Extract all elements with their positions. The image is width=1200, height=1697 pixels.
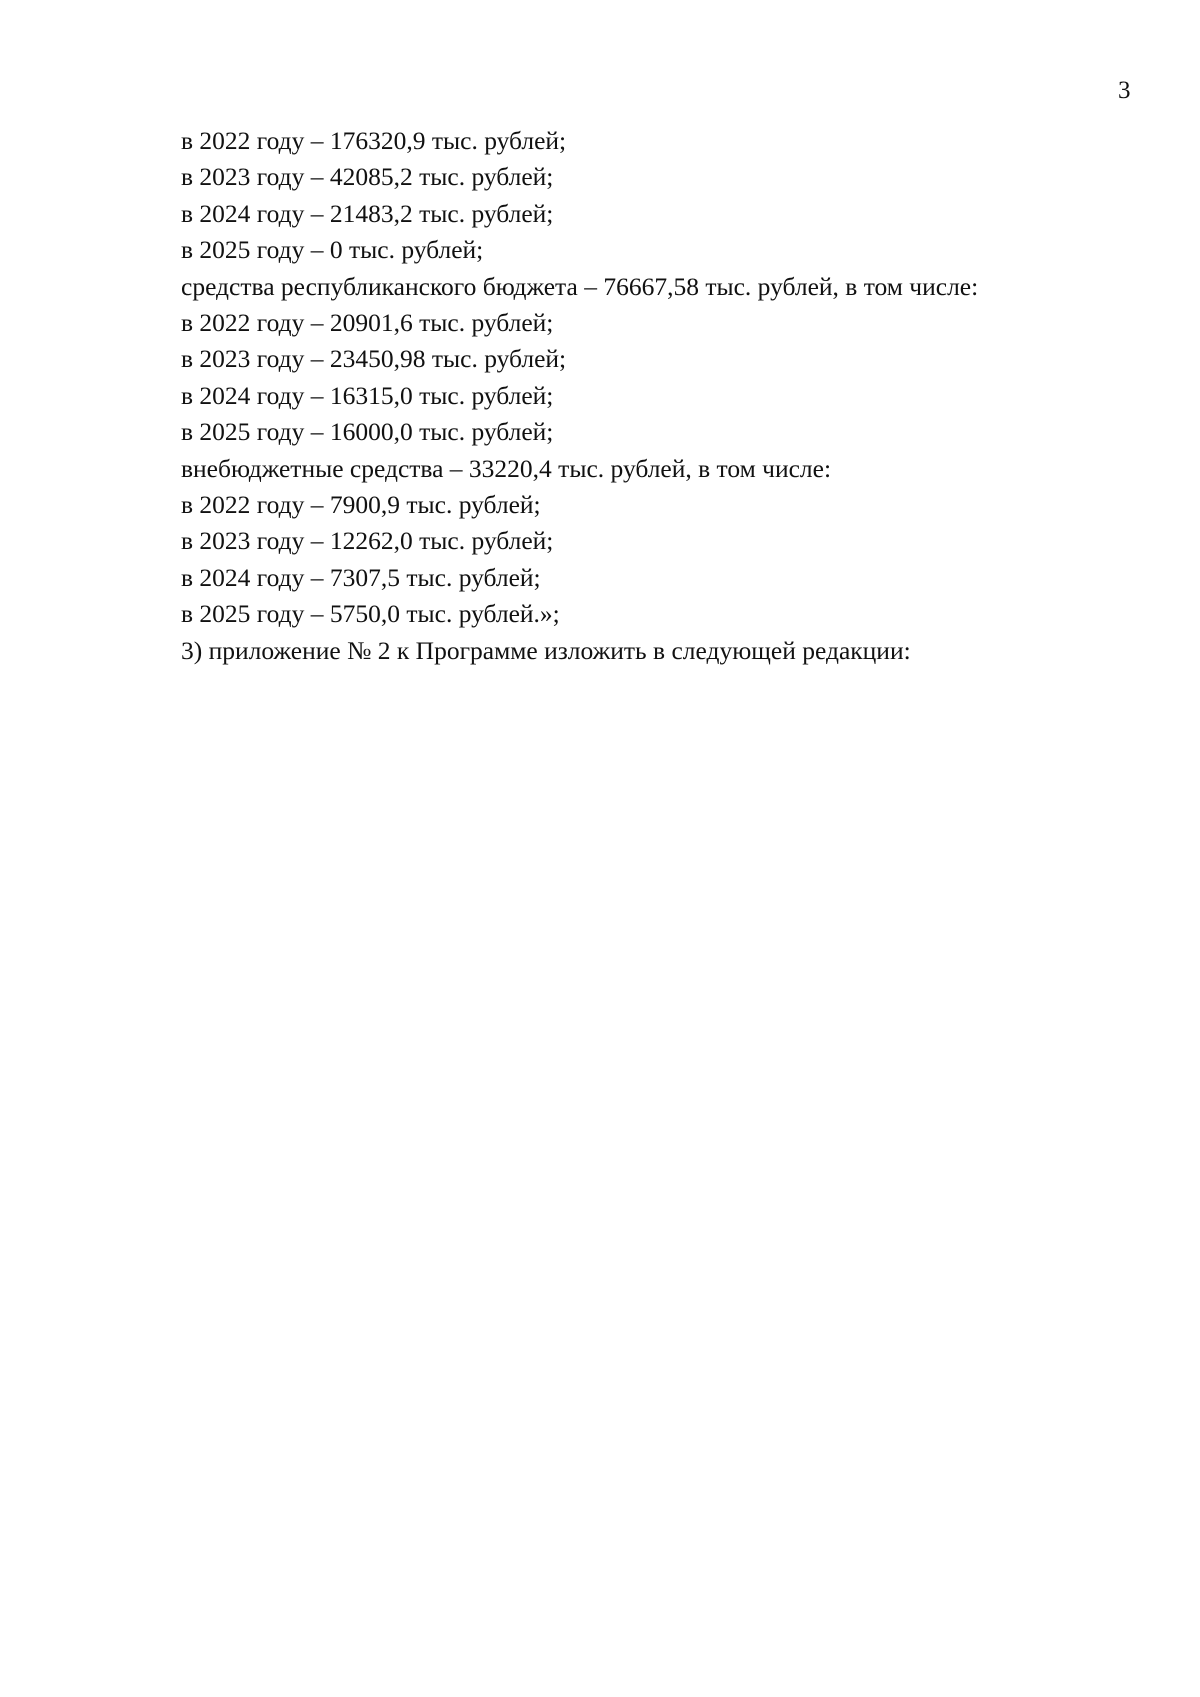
extrabudgetary-2022-line: в 2022 году – 7900,9 тыс. рублей; bbox=[181, 490, 541, 520]
page-number: 3 bbox=[1118, 77, 1131, 104]
funding-2022-line: в 2022 году – 176320,9 тыс. рублей; bbox=[181, 126, 567, 155]
funding-2023-line: в 2023 году – 42085,2 тыс. рублей; bbox=[181, 162, 554, 192]
appendix-instruction: 3) приложение № 2 к Программе изложить в следующей редакции: bbox=[181, 635, 911, 665]
extrabudgetary-2024-line: в 2024 году – 7307,5 тыс. рублей; bbox=[181, 562, 541, 592]
republican-budget-2024-line: в 2024 году – 16315,0 тыс. рублей; bbox=[181, 380, 554, 410]
republican-budget-heading: средства республиканского бюджета – 76667,58 тыс. рублей, в том числе: bbox=[181, 271, 979, 301]
funding-2025-line: в 2025 году – 0 тыс. рублей; bbox=[181, 235, 484, 265]
extrabudgetary-2023-line: в 2023 году – 12262,0 тыс. рублей; bbox=[181, 526, 554, 556]
funding-2024-line: в 2024 году – 21483,2 тыс. рублей; bbox=[181, 198, 554, 228]
republican-budget-2022-line: в 2022 году – 20901,6 тыс. рублей; bbox=[181, 308, 554, 338]
document-body bbox=[181, 123, 1161, 669]
republican-budget-2025-line: в 2025 году – 16000,0 тыс. рублей; bbox=[181, 417, 554, 447]
republican-budget-2023-line: в 2023 году – 23450,98 тыс. рублей; bbox=[181, 344, 567, 374]
extrabudgetary-funds-heading: внебюджетные средства – 33220,4 тыс. рублей, в том числе: bbox=[181, 453, 832, 483]
extrabudgetary-2025-line: в 2025 году – 5750,0 тыс. рублей.»; bbox=[181, 599, 560, 629]
